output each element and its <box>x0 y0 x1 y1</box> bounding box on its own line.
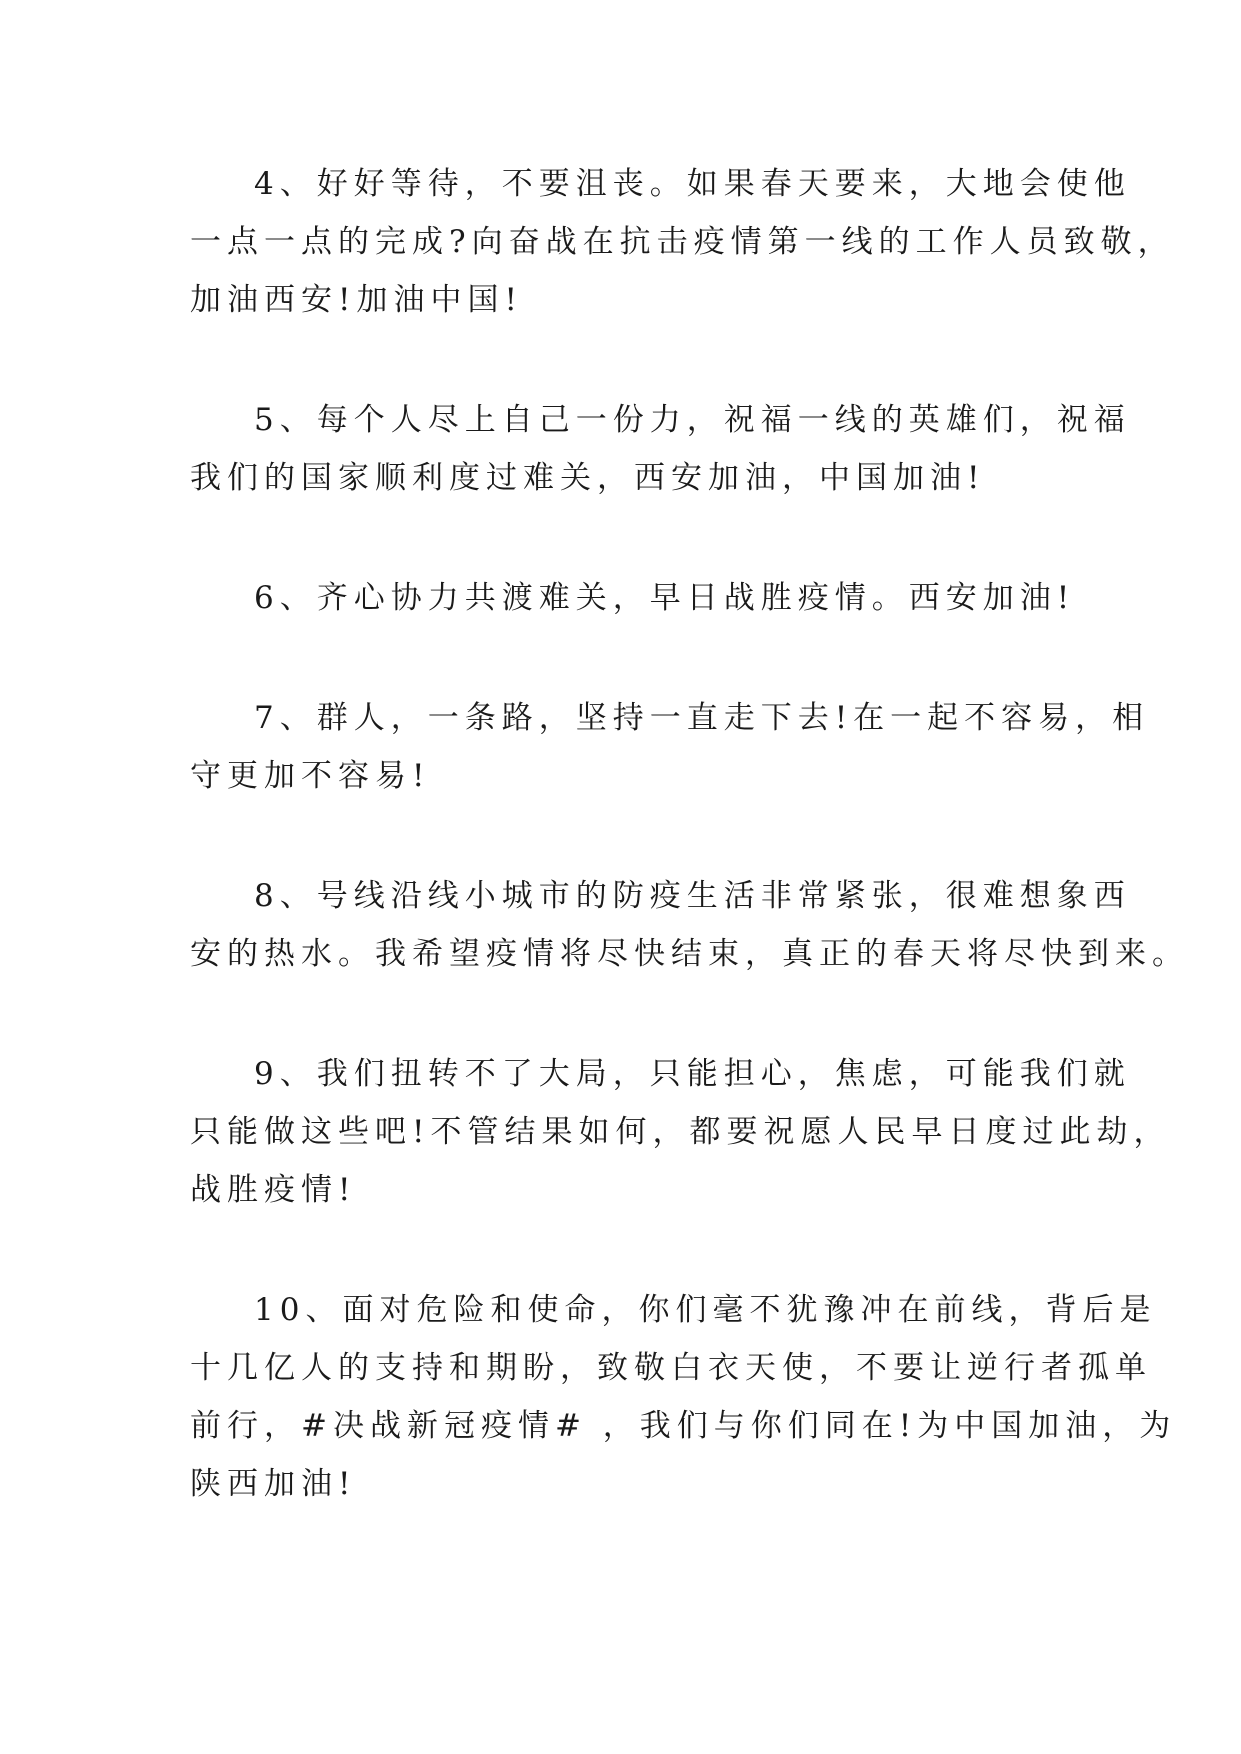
paragraph-line: 我们的国家顺利度过难关，西安加油，中国加油! <box>190 460 986 496</box>
paragraph-line: 十几亿人的支持和期盼，致敬白衣天使，不要让逆行者孤单 <box>190 1350 1152 1386</box>
paragraph-7 <box>190 689 1150 805</box>
paragraph-line: 前行，#决战新冠疫情# ，我们与你们同在!为中国加油，为 <box>190 1408 1177 1444</box>
paragraph-9 <box>190 1045 1171 1219</box>
paragraph-line: 7、群人，一条路，坚持一直走下去!在一起不容易，相 <box>254 700 1150 736</box>
paragraph-8 <box>190 867 1189 983</box>
paragraph-6 <box>190 569 1076 627</box>
paragraph-5 <box>190 391 1131 507</box>
paragraph-line: 只能做这些吧!不管结果如何，都要祝愿人民早日度过此劫， <box>190 1114 1171 1150</box>
paragraph-line: 安的热水。我希望疫情将尽快结束，真正的春天将尽快到来。 <box>190 936 1189 972</box>
paragraph-line: 10、面对危险和使命，你们毫不犹豫冲在前线，背后是 <box>254 1292 1157 1328</box>
document-body <box>190 155 1189 1575</box>
paragraph-line: 4、好好等待，不要沮丧。如果春天要来，大地会使他 <box>254 166 1131 202</box>
paragraph-line: 守更加不容易! <box>190 758 431 794</box>
paragraph-4 <box>190 155 1175 329</box>
paragraph-10 <box>190 1281 1177 1513</box>
paragraph-line: 一点一点的完成?向奋战在抗击疫情第一线的工作人员致敬， <box>190 224 1175 260</box>
paragraph-line: 战胜疫情! <box>190 1172 357 1208</box>
paragraph-line: 加油西安!加油中国! <box>190 282 523 318</box>
paragraph-line: 6、齐心协力共渡难关，早日战胜疫情。西安加油! <box>254 580 1076 616</box>
paragraph-line: 陕西加油! <box>190 1466 357 1502</box>
paragraph-line: 5、每个人尽上自己一份力，祝福一线的英雄们，祝福 <box>254 402 1131 438</box>
paragraph-line: 8、号线沿线小城市的防疫生活非常紧张，很难想象西 <box>254 878 1131 914</box>
paragraph-line: 9、我们扭转不了大局，只能担心，焦虑，可能我们就 <box>254 1056 1131 1092</box>
